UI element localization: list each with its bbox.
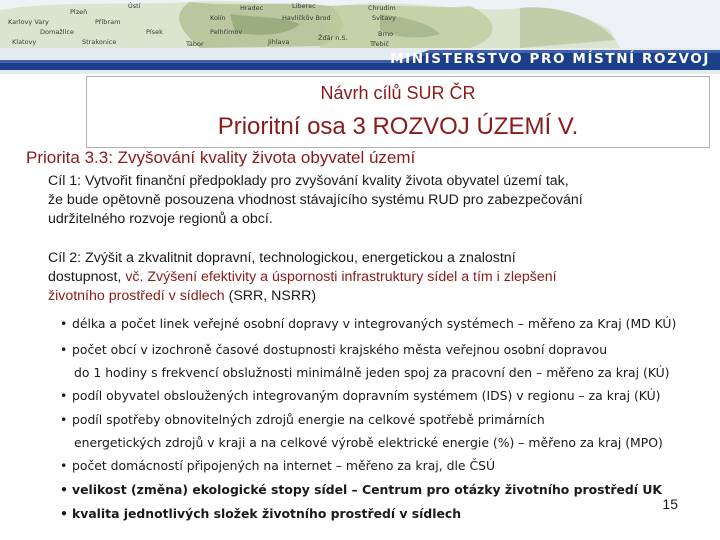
header-banner [0, 0, 720, 74]
bullet-icon: • [60, 458, 68, 473]
list-item-text: počet obcí v izochroně časové dostupnosti krajského města veřejnou osobní dopravou [72, 342, 608, 357]
list-item-text: kvalita jednotlivých složek životního prostředí v sídlech [72, 506, 462, 521]
map-label: Liberec [292, 2, 316, 10]
ministry-name: MINISTERSTVO PRO MÍSTNÍ ROZVOJ [390, 51, 710, 67]
map-label: Žďár n.S. [318, 34, 348, 42]
map-label: Svitavy [372, 14, 397, 22]
list-item-text: podíl obyvatel obsloužených integrovaným dopravním systémem (IDS) v regionu – za kraj (KÚ) [72, 388, 661, 403]
goal-2-line-emphasis: vč. Zvýšení efektivity a úspornosti infrastruktury sídel a tím i zlepšení [125, 269, 557, 285]
map-label: Pelhřimov [210, 28, 243, 36]
bullet-icon: • [60, 316, 68, 331]
map-label: Havlíčkův Brod [282, 14, 331, 22]
goal-2-line-emphasis: životního prostředí v sídlech [48, 288, 229, 304]
goal-1-line: že bude opětovně posouzena vhodnost stávajícího systému RUD pro zabezpečování [48, 192, 583, 208]
slide-title: Prioritní osa 3 ROZVOJ ÚZEMÍ V. [217, 113, 579, 140]
map-label: Klatovy [12, 38, 37, 46]
list-item-continuation: do 1 hodiny s frekvencí obslužnosti minimálně jeden spoj za pracovní den – měřeno za kraj (KÚ) [74, 365, 670, 380]
map-label: Strakonice [82, 38, 117, 46]
list-item [60, 412, 700, 450]
bullet-icon: • [60, 412, 68, 427]
priority-heading: Priorita 3.3: Zvyšování kvality života obyvatel území [26, 148, 416, 167]
list-item [60, 388, 700, 403]
goal-1-label: Cíl 1 [48, 173, 78, 189]
slide-subtitle: Návrh cílů SUR ČR [320, 83, 476, 103]
list-item [60, 316, 700, 331]
map-label: Hradec [240, 4, 264, 12]
bullet-icon: • [60, 482, 68, 497]
map-label: Příbram [95, 18, 121, 26]
map-label: Ústí [128, 2, 141, 10]
map-label: Třebíč [370, 40, 390, 48]
goal-1-line: udržitelného rozvoje regionů a obcí. [48, 211, 273, 227]
list-item-continuation: energetických zdrojů v kraji a na celkové výrobě elektrické energie (%) – měřeno za kraj (MPO) [74, 435, 663, 450]
map-label: Domažlice [40, 28, 74, 36]
bullet-icon: • [60, 506, 68, 521]
goal-2-line: dostupnost, [48, 269, 126, 285]
title-box [86, 76, 710, 148]
map-label: Jihlava [268, 38, 290, 46]
list-item-text: délka a počet linek veřejné osobní dopravy v integrovaných systémech – měřeno za Kraj (MD KÚ) [72, 316, 677, 331]
map-label: Tábor [186, 40, 204, 48]
goal-1 [48, 172, 708, 229]
list-item-text: počet domácností připojených na internet – měřeno za kraj, dle ČSÚ [72, 458, 496, 473]
list-item [60, 458, 700, 473]
map-label: Chrudim [368, 4, 396, 12]
map-label: Plzeň [70, 8, 88, 16]
goal-1-line: : Vytvořit finanční předpoklady pro zvyšování kvality života obyvatel území tak, [77, 173, 569, 189]
list-item [60, 506, 700, 521]
list-item-text: podíl spotřeby obnovitelných zdrojů energie na celkové spotřebě primárních [72, 412, 545, 427]
map-label: Karlovy Vary [8, 18, 49, 26]
bullet-icon: • [60, 388, 68, 403]
bullet-icon: • [60, 342, 68, 357]
goal-2-source: (SRR, NSRR) [228, 288, 317, 304]
list-item [60, 342, 700, 380]
map-label: Kolín [210, 14, 226, 22]
goal-2-line: Cíl 2: Zvýšit a zkvalitnit dopravní, technologickou, energetickou a znalostní [48, 250, 516, 266]
map-label: Brno [378, 30, 394, 38]
list-item-text: velikost (změna) ekologické stopy sídel – Centrum pro otázky životního prostředí UK [72, 482, 662, 497]
list-item [60, 482, 700, 497]
goal-2 [48, 249, 708, 306]
map-label: Písek [146, 28, 163, 36]
page-number: 15 [662, 496, 678, 512]
